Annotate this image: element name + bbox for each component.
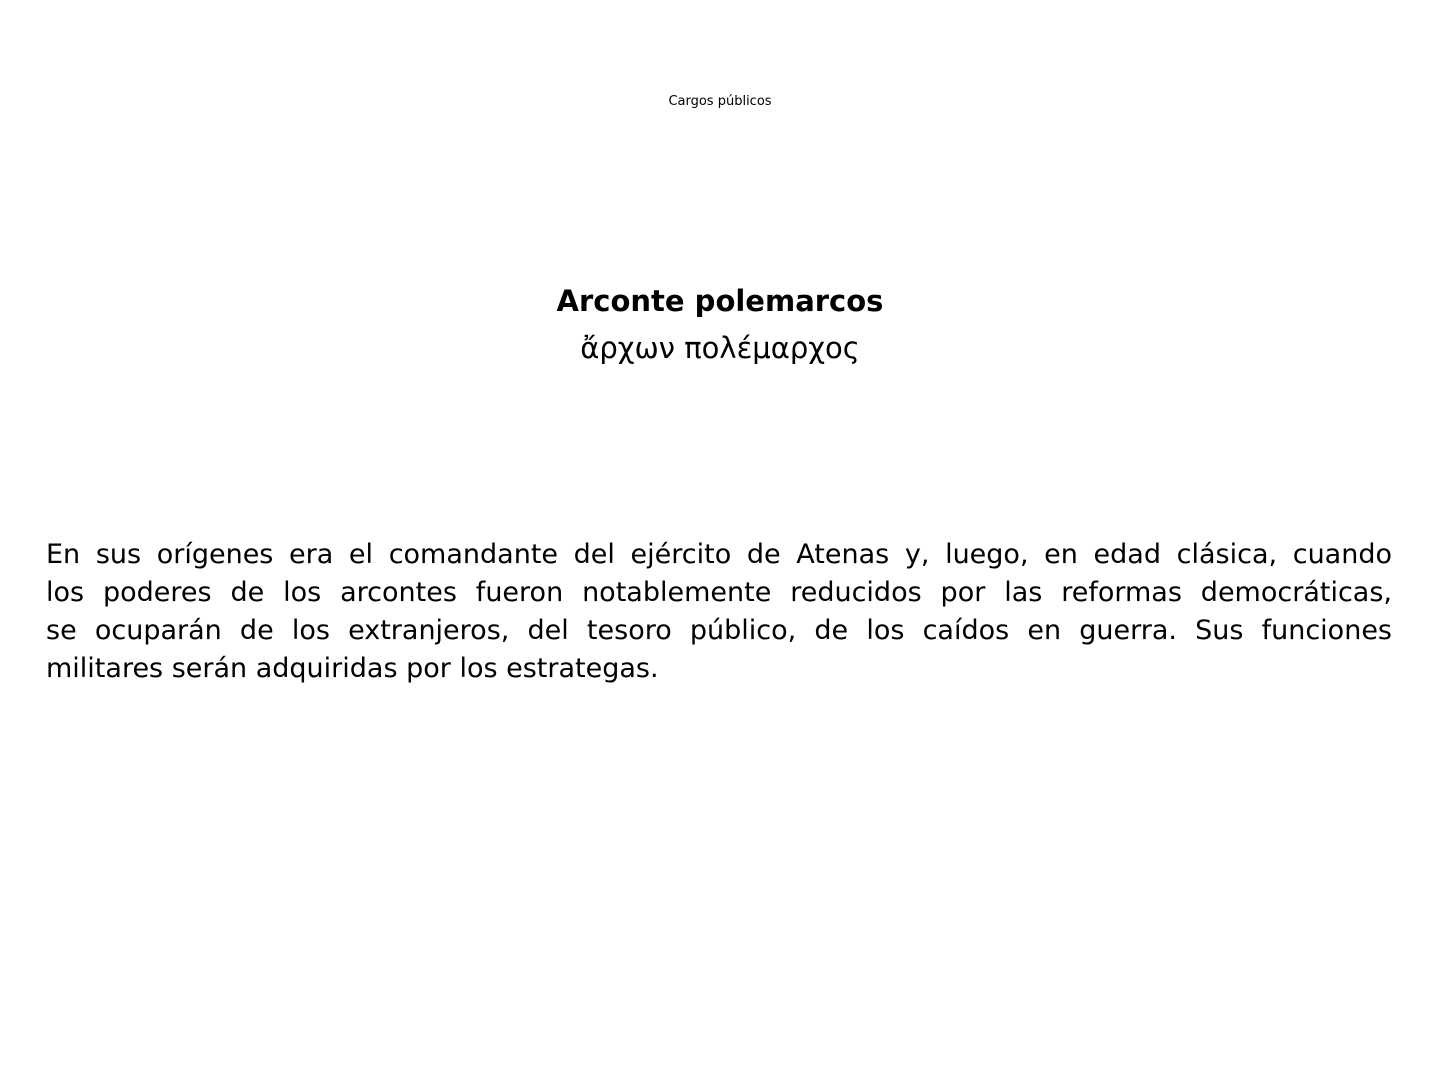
body-line: militares serán adquiridas por los estrategas. [46, 653, 659, 684]
slide-section-header: Cargos públicos [668, 94, 772, 109]
body-line: los poderes de los arcontes fueron notablemente reducidos por las reformas democráticas, [46, 577, 1392, 608]
slide-title: Arconte polemarcos [556, 284, 884, 318]
slide-subtitle-greek: ἄρχων πολέμαρχος [580, 331, 860, 365]
body-line: se ocuparán de los extranjeros, del tesoro público, de los caídos en guerra. Sus funciones [46, 615, 1392, 646]
slide-body-paragraph [46, 536, 1392, 688]
body-line: En sus orígenes era el comandante del ejército de Atenas y, luego, en edad clásica, cuando [46, 539, 1392, 570]
